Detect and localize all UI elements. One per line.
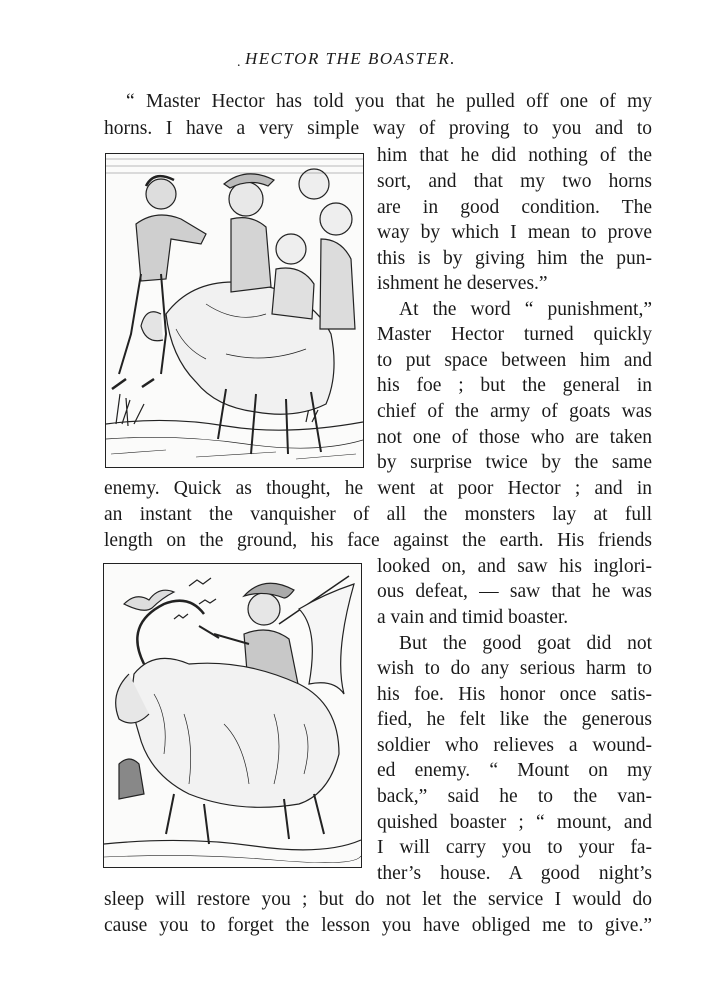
text-line-21: a vain and timid boaster. <box>377 607 569 628</box>
text-line-33: cause you to forget the lesson you have obliged me to give.” <box>104 915 652 936</box>
text-line-3: him that he did nothing of the <box>377 145 652 166</box>
text-line-25: fied, he felt like the generous <box>377 709 652 730</box>
text-line-2: horns. I have a very simple way of proving to you and to <box>104 118 652 139</box>
text-line-23: wish to do any serious harm to <box>377 658 652 679</box>
text-line-16: enemy. Quick as thought, he went at poor Hector ; and in <box>104 478 652 499</box>
running-header: HECTOR THE BOASTER. <box>245 49 456 68</box>
text-line-6: way by which I mean to prove <box>377 222 652 243</box>
text-line-19: looked on, and saw his inglori- <box>377 556 652 577</box>
illustration-boy-riding-goat <box>103 563 362 868</box>
text-line-32: sleep will restore you ; but do not let the service I would do <box>104 889 652 910</box>
text-line-13: chief of the army of goats was <box>377 401 652 422</box>
text-line-12: his foe ; but the general in <box>377 375 652 396</box>
text-line-29: quished boaster ; “ mount, and <box>377 812 652 833</box>
text-line-31: ther’s house. A good night’s <box>377 863 652 884</box>
text-line-14: not one of those who are taken <box>377 427 652 448</box>
text-line-15: by surprise twice by the same <box>377 452 652 473</box>
text-line-27: ed enemy. “ Mount on my <box>377 760 652 781</box>
text-line-18: length on the ground, his face against the earth. His friends <box>104 530 652 551</box>
text-line-8: ishment he deserves.” <box>377 273 548 294</box>
text-line-11: to put space between him and <box>377 350 652 371</box>
text-line-5: are in good condition. The <box>377 197 652 218</box>
header-mark: . <box>237 55 241 70</box>
text-line-22: But the good goat did not <box>399 633 652 654</box>
text-line-1: “ Master Hector has told you that he pulled off one of my <box>126 91 652 112</box>
text-line-9: At the word “ punishment,” <box>399 299 652 320</box>
text-line-17: an instant the vanquisher of all the monsters lay at full <box>104 504 652 525</box>
text-line-20: ous defeat, — saw that he was <box>377 581 652 602</box>
engraving-boy-riding-goat <box>104 564 361 867</box>
engraving-boys-goat <box>106 154 363 467</box>
text-line-30: I will carry you to your fa- <box>377 837 652 858</box>
text-line-24: his foe. His honor once satis- <box>377 684 652 705</box>
text-line-7: this is by giving him the pun- <box>377 248 652 269</box>
text-line-4: sort, and that my two horns <box>377 171 652 192</box>
text-line-10: Master Hector turned quickly <box>377 324 652 345</box>
text-line-26: soldier who relieves a wound- <box>377 735 652 756</box>
illustration-boys-and-goat <box>105 153 364 468</box>
text-line-28: back,” said he to the van- <box>377 786 652 807</box>
